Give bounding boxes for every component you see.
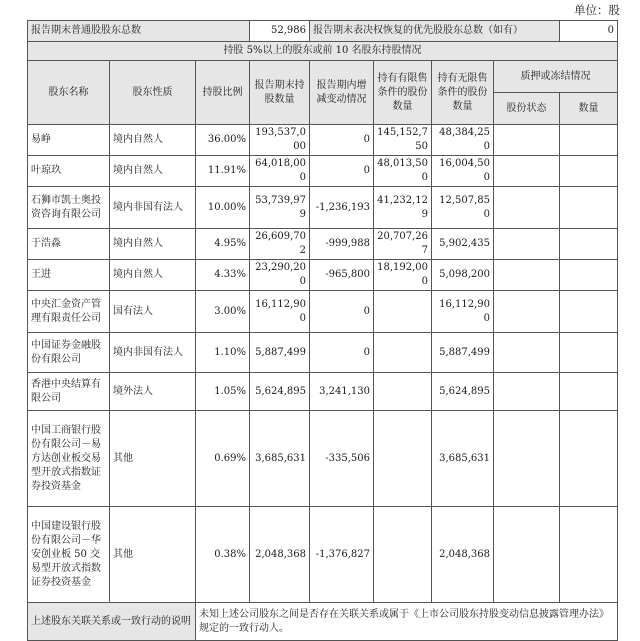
- period-end-quantity: 16,112,900: [250, 291, 310, 333]
- restricted-quantity: [374, 507, 432, 603]
- header-restricted: 持有有限售条件的股份数量: [374, 61, 432, 125]
- pledge-status: [494, 411, 560, 507]
- table-row: [28, 373, 618, 411]
- shareholder-name: 王进: [28, 260, 110, 291]
- restricted-quantity: [374, 411, 432, 507]
- shareholder-nature: 国有法人: [110, 291, 196, 333]
- unrestricted-quantity: 5,902,435: [432, 229, 494, 260]
- restricted-quantity: 41,232,129: [374, 187, 432, 229]
- shareholder-nature: 境外法人: [110, 373, 196, 411]
- pledge-status: [494, 187, 560, 229]
- restricted-quantity: [374, 333, 432, 373]
- shareholder-name: 中国证券金融股份有限公司: [28, 333, 110, 373]
- period-change: 0: [310, 291, 374, 333]
- pledge-quantity: [560, 333, 618, 373]
- pledge-quantity: [560, 411, 618, 507]
- shareholder-nature: 境内自然人: [110, 260, 196, 291]
- unrestricted-quantity: 48,384,250: [432, 125, 494, 156]
- header-pledge: 质押或冻结情况: [494, 61, 618, 93]
- restricted-quantity: 48,013,500: [374, 156, 432, 187]
- header-pledge-qty: 数量: [560, 93, 618, 125]
- shareholder-nature: 境内自然人: [110, 229, 196, 260]
- pledge-status: [494, 125, 560, 156]
- shareholder-nature: 境内自然人: [110, 156, 196, 187]
- shareholder-nature: 境内自然人: [110, 125, 196, 156]
- section-title-row: [28, 42, 618, 61]
- pledge-status: [494, 291, 560, 333]
- table-row: [28, 260, 618, 291]
- table-row: [28, 507, 618, 603]
- restricted-quantity: [374, 291, 432, 333]
- period-end-quantity: 5,887,499: [250, 333, 310, 373]
- header-row: [28, 61, 618, 93]
- period-end-quantity: 2,048,368: [250, 507, 310, 603]
- period-end-quantity: 64,018,000: [250, 156, 310, 187]
- period-change: 0: [310, 333, 374, 373]
- preferred-shareholders-label: 报告期末表决权恢复的优先股股东总数（如有）: [310, 21, 560, 42]
- pledge-quantity: [560, 187, 618, 229]
- header-end-qty: 报告期末持股数量: [250, 61, 310, 125]
- period-change: -1,236,193: [310, 187, 374, 229]
- header-unrestricted: 持有无限售条件的股份数量: [432, 61, 494, 125]
- holding-ratio: 4.33%: [196, 260, 250, 291]
- period-end-quantity: 26,609,702: [250, 229, 310, 260]
- unit-label: 单位：股: [574, 3, 620, 17]
- footer-label: 上述股东关联关系或一致行动的说明: [28, 603, 196, 641]
- table-row: [28, 187, 618, 229]
- shareholder-nature: 其他: [110, 507, 196, 603]
- pledge-quantity: [560, 229, 618, 260]
- header-nature: 股东性质: [110, 61, 196, 125]
- total-shareholders-label: 报告期末普通股股东总数: [28, 21, 250, 42]
- period-end-quantity: 23,290,200: [250, 260, 310, 291]
- holding-ratio: 36.00%: [196, 125, 250, 156]
- header-ratio: 持股比例: [196, 61, 250, 125]
- holding-ratio: 0.69%: [196, 411, 250, 507]
- period-change: -999,988: [310, 229, 374, 260]
- holding-ratio: 1.10%: [196, 333, 250, 373]
- period-change: 3,241,130: [310, 373, 374, 411]
- table-row: [28, 333, 618, 373]
- unrestricted-quantity: 5,887,499: [432, 333, 494, 373]
- unrestricted-quantity: 2,048,368: [432, 507, 494, 603]
- pledge-quantity: [560, 260, 618, 291]
- pledge-status: [494, 229, 560, 260]
- table-row: [28, 291, 618, 333]
- period-change: -1,376,827: [310, 507, 374, 603]
- unrestricted-quantity: 5,624,895: [432, 373, 494, 411]
- shareholder-table: [27, 20, 618, 641]
- unrestricted-quantity: 12,507,850: [432, 187, 494, 229]
- shareholder-name: 石狮市凯士奥投资咨询有限公司: [28, 187, 110, 229]
- restricted-quantity: 18,192,000: [374, 260, 432, 291]
- unrestricted-quantity: 5,098,200: [432, 260, 494, 291]
- pledge-status: [494, 373, 560, 411]
- period-change: 0: [310, 125, 374, 156]
- footer-row: [28, 603, 618, 641]
- holding-ratio: 1.05%: [196, 373, 250, 411]
- table-row: [28, 125, 618, 156]
- shareholder-name: 中国建设银行股份有限公司－华安创业板 50 交易型开放式指数证券投资基金: [28, 507, 110, 603]
- table-row: [28, 411, 618, 507]
- shareholder-name: 香港中央结算有限公司: [28, 373, 110, 411]
- shareholder-name: 易峥: [28, 125, 110, 156]
- unrestricted-quantity: 16,112,900: [432, 291, 494, 333]
- pledge-quantity: [560, 125, 618, 156]
- period-change: -965,800: [310, 260, 374, 291]
- holding-ratio: 4.95%: [196, 229, 250, 260]
- period-end-quantity: 193,537,000: [250, 125, 310, 156]
- pledge-status: [494, 333, 560, 373]
- pledge-status: [494, 260, 560, 291]
- shareholder-nature: 其他: [110, 411, 196, 507]
- unrestricted-quantity: 3,685,631: [432, 411, 494, 507]
- holding-ratio: 0.38%: [196, 507, 250, 603]
- holding-ratio: 3.00%: [196, 291, 250, 333]
- restricted-quantity: 20,707,267: [374, 229, 432, 260]
- shareholder-name: 中国工商银行股份有限公司－易方达创业板交易型开放式指数证券投资基金: [28, 411, 110, 507]
- period-end-quantity: 5,624,895: [250, 373, 310, 411]
- pledge-quantity: [560, 373, 618, 411]
- summary-row: [28, 21, 618, 42]
- pledge-quantity: [560, 507, 618, 603]
- total-shareholders-value: 52,986: [250, 21, 310, 42]
- period-change: -335,506: [310, 411, 374, 507]
- restricted-quantity: [374, 373, 432, 411]
- period-end-quantity: 53,739,979: [250, 187, 310, 229]
- shareholder-nature: 境内非国有法人: [110, 187, 196, 229]
- pledge-quantity: [560, 156, 618, 187]
- period-end-quantity: 3,685,631: [250, 411, 310, 507]
- preferred-shareholders-value: 0: [560, 21, 618, 42]
- pledge-status: [494, 507, 560, 603]
- unrestricted-quantity: 16,004,500: [432, 156, 494, 187]
- section-title: 持股 5%以上的股东或前 10 名股东持股情况: [28, 42, 618, 61]
- holding-ratio: 10.00%: [196, 187, 250, 229]
- header-change: 报告期内增减变动情况: [310, 61, 374, 125]
- period-change: 0: [310, 156, 374, 187]
- pledge-status: [494, 156, 560, 187]
- holding-ratio: 11.91%: [196, 156, 250, 187]
- header-pledge-status: 股份状态: [494, 93, 560, 125]
- footer-text: 未知上述公司股东之间是否存在关联关系或属于《上市公司股东持股变动信息披露管理办法》规定的一致行动人。: [196, 603, 618, 641]
- header-name: 股东名称: [28, 61, 110, 125]
- shareholder-nature: 境内非国有法人: [110, 333, 196, 373]
- table-row: [28, 229, 618, 260]
- shareholder-name: 于浩淼: [28, 229, 110, 260]
- restricted-quantity: 145,152,750: [374, 125, 432, 156]
- shareholder-name: 叶琼玖: [28, 156, 110, 187]
- pledge-quantity: [560, 291, 618, 333]
- shareholder-name: 中央汇金资产管理有限责任公司: [28, 291, 110, 333]
- table-row: [28, 156, 618, 187]
